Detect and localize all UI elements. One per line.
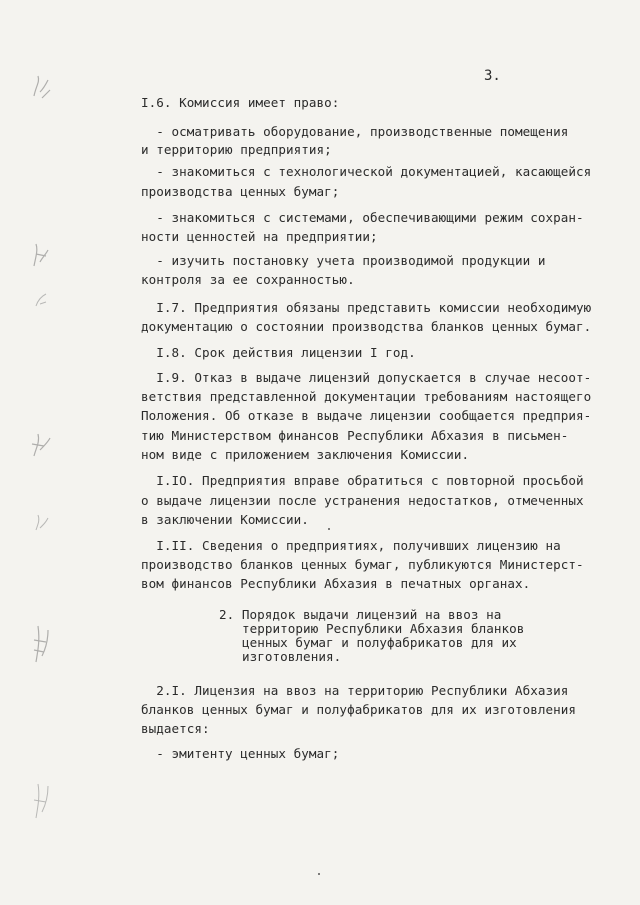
paper-speck [328,528,330,530]
text-line: контроля за ее сохранностью. [141,272,355,287]
margin-mark [28,512,54,534]
text-line: I.6. Комиссия имеет право: [141,95,340,110]
margin-mark [28,430,54,460]
text-line: I.8. Срок действия лицензии I год. [141,345,416,360]
text-line: бланков ценных бумаг и полуфабрикатов для их изготовления [141,702,577,717]
margin-mark [28,72,54,102]
text-line: - эмитенту ценных бумаг; [141,746,340,761]
section-heading-line: ценных бумаг и полуфабрикатов для их [242,635,517,650]
text-line: в заключении Комиссии. [141,512,309,527]
text-line: - знакомиться с технологической документацией, касающейся [141,164,592,179]
text-line: ном виде с приложением заключения Комиссии. [141,447,470,462]
text-line: I.9. Отказ в выдаче лицензий допускается в случае несоот- [141,370,592,385]
margin-mark [28,240,54,270]
text-line: - знакомиться с системами, обеспечивающими режим сохран- [141,210,584,225]
text-line: тию Министерством финансов Республики Абхазия в письмен- [141,428,569,443]
text-line: I.IO. Предприятия вправе обратиться с повторной просьбой [141,473,584,488]
text-line: Положения. Об отказе в выдаче лицензии сообщается предприя- [141,408,592,423]
text-line: - осматривать оборудование, производственные помещения [141,124,569,139]
section-heading-line: 2. Порядок выдачи лицензий на ввоз на [219,607,502,622]
paper-speck [318,873,320,875]
text-line: производства ценных бумаг; [141,184,340,199]
text-line: 2.I. Лицензия на ввоз на территорию Республики Абхазия [141,683,569,698]
text-line: выдается: [141,721,210,736]
text-line: ветствия представленной документации требованиям настоящего [141,389,592,404]
text-line: I.II. Сведения о предприятиях, получивших лицензию на [141,538,561,553]
text-line: I.7. Предприятия обязаны представить комиссии необходимую [141,300,592,315]
text-line: - изучить постановку учета производимой продукции и [141,253,546,268]
margin-mark [28,290,54,310]
text-line: о выдаче лицензии после устранения недостатков, отмеченных [141,493,584,508]
section-heading-line: изготовления. [242,649,342,664]
text-line: производство бланков ценных бумаг, публикуются Министерст- [141,557,584,572]
section-heading-line: территорию Республики Абхазия бланков [242,621,525,636]
text-line: ности ценностей на предприятии; [141,229,378,244]
margin-mark [28,620,54,666]
margin-mark [28,778,54,822]
text-line: и территорию предприятия; [141,142,332,157]
page-number: 3. [484,68,501,84]
text-line: документацию о состоянии производства бланков ценных бумаг. [141,319,592,334]
text-line: вом финансов Республики Абхазия в печатных органах. [141,576,531,591]
